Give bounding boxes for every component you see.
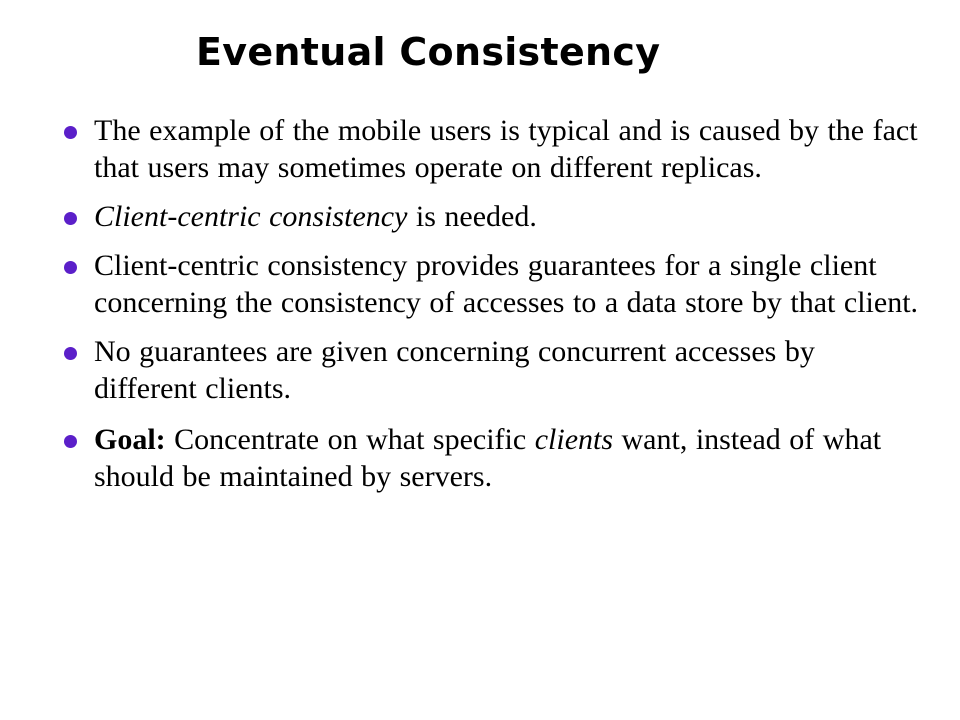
bullet-item <box>62 333 922 407</box>
bullet-text: The example of the mobile users is typical and is caused by the fact that users may sometimes operate on different replicas. <box>94 114 918 184</box>
bullet-text: Concentrate on what specific <box>165 423 535 456</box>
bullet-text: is needed. <box>407 200 537 233</box>
bullet-text: No guarantees are given concerning concurrent accesses by different clients. <box>94 335 815 405</box>
bullet-italic-word: clients <box>534 423 614 456</box>
bullet-dot-icon <box>64 347 77 360</box>
bullet-list <box>62 112 922 507</box>
bullet-text: Client-centric consistency provides guarantees for a single client concerning the consistency of accesses to a data store by that client. <box>94 249 919 319</box>
bullet-dot-icon <box>64 212 77 225</box>
bullet-text: want, instead of what should be maintained by servers. <box>94 423 882 493</box>
bullet-italic-lead: Client-centric consistency <box>94 200 408 233</box>
bullet-dot-icon <box>64 126 77 139</box>
bullet-item <box>62 112 922 186</box>
slide-title: Eventual Consistency <box>196 30 661 74</box>
bullet-item <box>62 198 922 235</box>
bullet-dot-icon <box>64 261 77 274</box>
bullet-dot-icon <box>64 435 77 448</box>
bullet-item <box>62 247 922 321</box>
bullet-bold-lead: Goal: <box>94 423 166 456</box>
bullet-item <box>62 421 922 495</box>
